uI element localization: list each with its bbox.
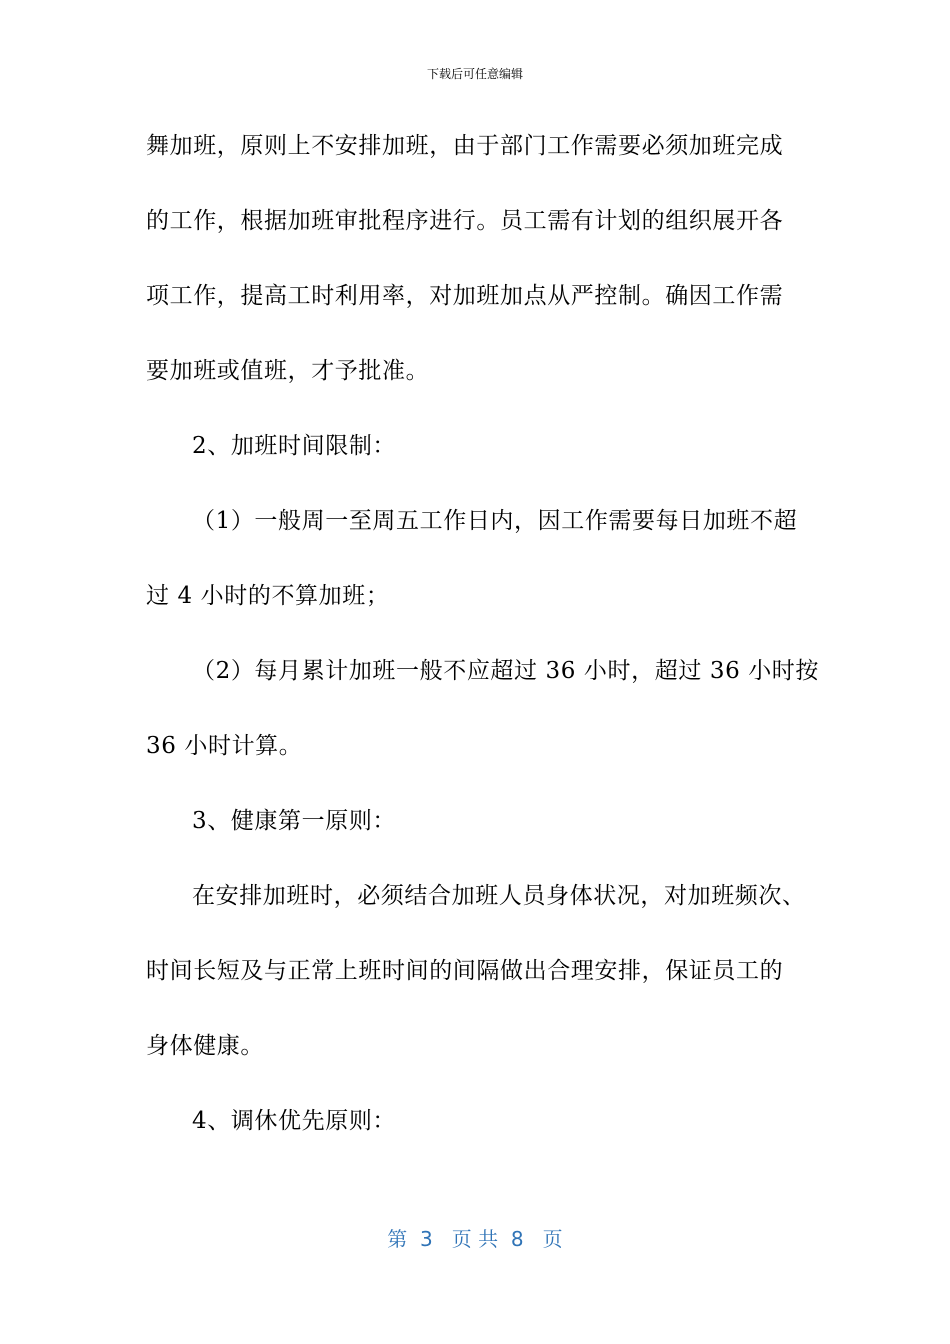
body-line-13: 身体健康。 bbox=[146, 1033, 264, 1059]
body-line-11: 在安排加班时，必须结合加班人员身体状况，对加班频次、 bbox=[192, 883, 806, 909]
section-heading-3: 3、健康第一原则： bbox=[192, 808, 397, 834]
section-heading-2: 2、加班时间限制： bbox=[192, 433, 397, 459]
body-line-12: 时间长短及与正常上班时间的间隔做出合理安排，保证员工的 bbox=[146, 958, 784, 984]
body-line-8: （2）每月累计加班一般不应超过 36 小时，超过 36 小时按 bbox=[192, 658, 820, 684]
body-line-4: 要加班或值班，才予批准。 bbox=[146, 358, 430, 384]
section-heading-4: 4、调休优先原则： bbox=[192, 1108, 397, 1134]
body-line-3: 项工作，提高工时利用率，对加班加点从严控制。确因工作需 bbox=[146, 283, 784, 309]
body-line-6: （1）一般周一至周五工作日内，因工作需要每日加班不超 bbox=[192, 508, 798, 534]
page-number-footer: 第 3 页 共 8 页 bbox=[387, 1227, 563, 1251]
page-header: 下载后可任意编辑 bbox=[426, 67, 523, 81]
body-line-9: 36 小时计算。 bbox=[146, 733, 303, 759]
document-body bbox=[146, 126, 820, 1176]
body-line-7: 过 4 小时的不算加班； bbox=[146, 583, 390, 609]
body-line-2: 的工作，根据加班审批程序进行。员工需有计划的组织展开各 bbox=[146, 208, 784, 234]
body-line-1: 舞加班，原则上不安排加班，由于部门工作需要必须加班完成 bbox=[146, 133, 784, 159]
